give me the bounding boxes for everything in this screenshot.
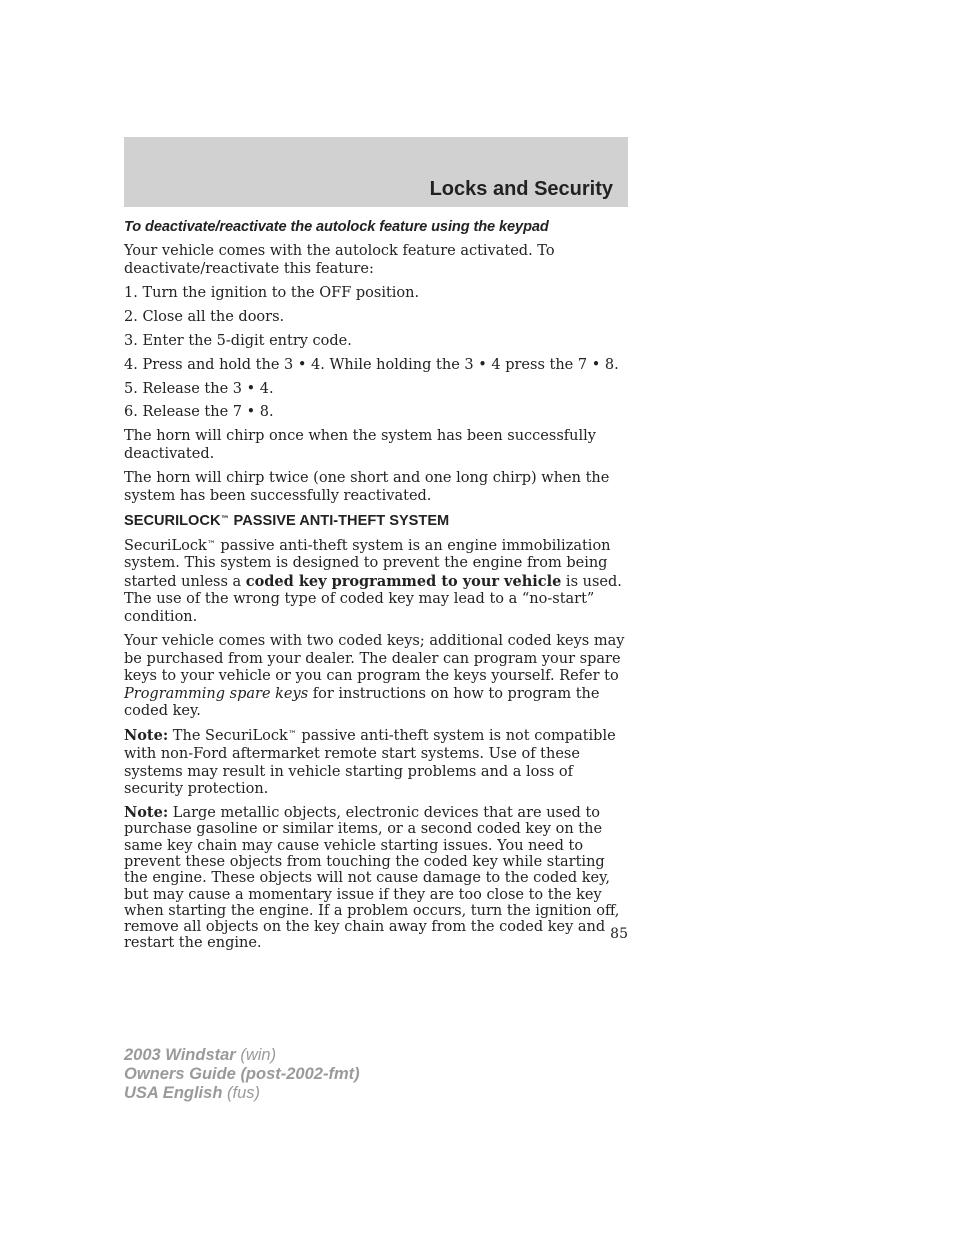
note-label: Note: bbox=[124, 727, 169, 745]
trademark-symbol: ™ bbox=[287, 730, 297, 741]
note-label: Note: bbox=[124, 804, 169, 822]
note-1-post: passive anti-theft system is not compatible with non-Ford aftermarket remote start systems. Use of these systems may result in vehicle starting problems and a loss of security protection. bbox=[124, 728, 616, 798]
autolock-step-3: 3. Enter the 5-digit entry code. bbox=[124, 332, 352, 349]
autolock-step-4: 4. Press and hold the 3 • 4. While holding the 3 • 4 press the 7 • 8. bbox=[124, 356, 619, 373]
footer-line-3 bbox=[124, 1084, 360, 1103]
reactivated-paragraph: The horn will chirp twice (one short and one long chirp) when the system has been successfully reactivated. bbox=[124, 470, 610, 504]
trademark-symbol: ™ bbox=[206, 539, 216, 550]
document-footer bbox=[124, 1046, 360, 1103]
note-1 bbox=[124, 727, 628, 798]
page-number: 85 bbox=[610, 926, 628, 942]
footer-line-2 bbox=[124, 1065, 360, 1084]
securilock-p1-post: is used. The use of the wrong type of coded key may lead to a “no-start” condition. bbox=[124, 573, 622, 625]
section-header-band bbox=[124, 137, 628, 207]
footer-language-code: (fus) bbox=[222, 1084, 260, 1102]
coded-key-emphasis: coded key programmed to your vehicle bbox=[245, 572, 562, 590]
deactivated-paragraph: The horn will chirp once when the system has been successfully deactivated. bbox=[124, 428, 596, 463]
securilock-heading-post: PASSIVE ANTI-THEFT SYSTEM bbox=[229, 512, 450, 529]
securilock-p2-pre: Your vehicle comes with two coded keys; additional coded keys may be purchased from your dealer. The dealer can program your spare keys to your vehicle or you can program the keys yourself. Refer to bbox=[124, 632, 625, 685]
trademark-symbol: ™ bbox=[220, 514, 230, 525]
autolock-step-6: 6. Release the 7 • 8. bbox=[124, 404, 274, 421]
autolock-heading: To deactivate/reactivate the autolock feature using the keypad bbox=[124, 219, 549, 235]
footer-language: USA English bbox=[124, 1084, 223, 1102]
securilock-p1-pre: SecuriLock bbox=[124, 537, 207, 554]
footer-model: 2003 Windstar bbox=[124, 1046, 236, 1064]
page-content bbox=[124, 219, 628, 958]
autolock-step-5: 5. Release the 3 • 4. bbox=[124, 380, 274, 397]
note-2 bbox=[124, 805, 628, 952]
autolock-step-2: 2. Close all the doors. bbox=[124, 308, 285, 325]
footer-model-code: (win) bbox=[235, 1046, 277, 1064]
note-1-pre: The SecuriLock bbox=[168, 728, 288, 745]
securilock-paragraph-2 bbox=[124, 633, 628, 721]
footer-guide: Owners Guide (post-2002-fmt) bbox=[124, 1065, 360, 1083]
autolock-intro: Your vehicle comes with the autolock feature activated. To deactivate/reactivate this feature: bbox=[124, 242, 555, 277]
autolock-step-1: 1. Turn the ignition to the OFF position. bbox=[124, 284, 420, 301]
securilock-heading bbox=[124, 512, 628, 531]
footer-line-1 bbox=[124, 1046, 360, 1065]
securilock-heading-pre: SECURILOCK bbox=[124, 512, 221, 529]
section-title: Locks and Security bbox=[429, 178, 613, 200]
note-2-text: Large metallic objects, electronic devices that are used to purchase gasoline or similar items, or a second coded key on the same key chain may cause vehicle starting issues. You need to prevent these objects from touching the coded key while starting the engine. These objects will not cause damage to the coded key, but may cause a momentary issue if they are too close to the key when starting the engine. If a problem occurs, turn the ignition off, remove all objects on the key chain away from the coded key and restart the engine. bbox=[124, 805, 620, 952]
securilock-p1-after: passive anti-theft system is an engine immobilization system. This system is designed to prevent the engine from being started unless a bbox=[124, 537, 611, 590]
securilock-paragraph-1 bbox=[124, 537, 628, 627]
programming-spare-keys-reference: Programming spare keys bbox=[124, 685, 309, 702]
securilock-p2-post: for instructions on how to program the coded key. bbox=[124, 685, 600, 720]
